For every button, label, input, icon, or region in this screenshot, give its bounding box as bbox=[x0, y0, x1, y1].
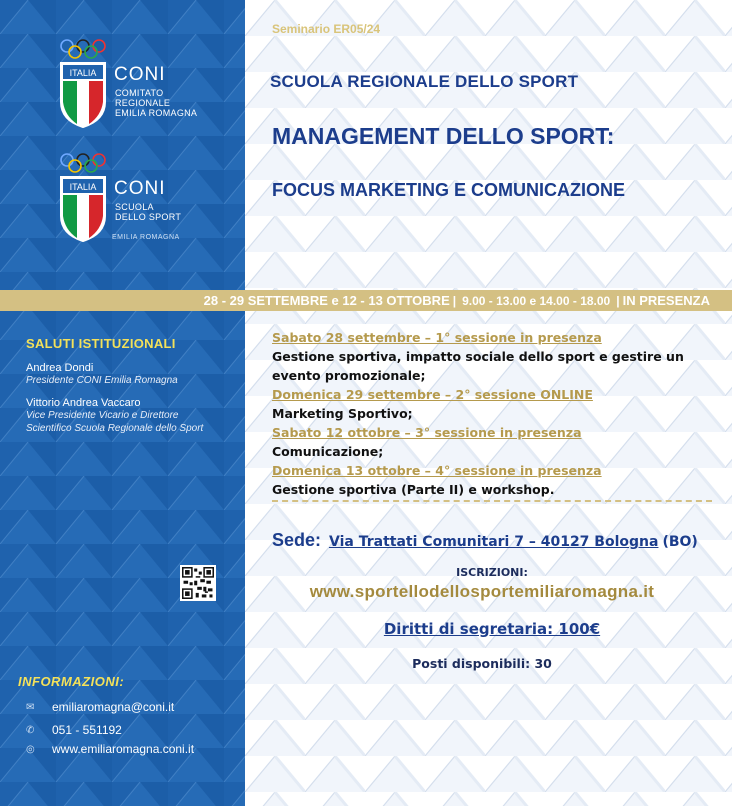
band-separator: | bbox=[616, 293, 620, 308]
session-heading: Domenica 29 settembre – 2° sessione ONLINE bbox=[272, 387, 593, 402]
session-topic: Gestione sportiva, impatto sociale dello sport e gestire un evento promozionale; bbox=[272, 349, 684, 383]
saluti-title: SALUTI ISTITUZIONALI bbox=[26, 336, 176, 351]
logo-name: CONI bbox=[114, 64, 166, 85]
info-email[interactable] bbox=[26, 700, 174, 714]
fee-text: Diritti di segretaria: 100€ bbox=[383, 620, 601, 638]
dates-band bbox=[0, 290, 732, 311]
left-panel bbox=[0, 0, 245, 806]
italia-shield-icon bbox=[60, 176, 106, 242]
registration-label: ISCRIZIONI: bbox=[456, 566, 528, 579]
venue-address-link[interactable]: Via Trattati Comunitari 7 – 40127 Bologna bbox=[329, 534, 659, 550]
person-role: Presidente CONI Emilia Romagna bbox=[26, 375, 178, 386]
coni-regional-logo bbox=[58, 38, 228, 128]
informazioni-title: INFORMAZIONI: bbox=[18, 674, 125, 689]
globe-icon: ◎ bbox=[26, 743, 35, 755]
venue-label: Sede: bbox=[272, 530, 322, 550]
page-title: MANAGEMENT DELLO SPORT: bbox=[272, 123, 615, 149]
olympic-rings-icon bbox=[58, 152, 108, 174]
seats-available: Posti disponibili: 30 bbox=[412, 656, 552, 671]
person-role: Vice Presidente Vicario e Direttore bbox=[26, 410, 179, 421]
person-name: Andrea Dondi bbox=[26, 362, 94, 374]
session-heading: Sabato 12 ottobre – 3° sessione in presenza bbox=[272, 425, 582, 440]
band-separator: | bbox=[452, 293, 457, 308]
phone-icon: ✆ bbox=[26, 724, 35, 736]
registration-site-link[interactable]: www.sportellodellosportemiliaromagna.it bbox=[309, 582, 655, 601]
info-phone[interactable] bbox=[26, 723, 122, 737]
person-role: Scientifico Scuola Regionale dello Sport bbox=[26, 423, 204, 434]
svg-text:ITALIA: ITALIA bbox=[69, 68, 97, 78]
session-topic: Gestione sportiva (Parte II) e workshop. bbox=[272, 482, 555, 497]
dates-text: 28 - 29 SETTEMBRE e 12 - 13 OTTOBRE bbox=[203, 293, 450, 308]
person-vaccaro bbox=[26, 397, 203, 435]
hours-text: 9.00 - 13.00 e 14.00 - 18.00 bbox=[462, 293, 611, 308]
session-heading: Domenica 13 ottobre – 4° sessione in presenza bbox=[272, 463, 602, 478]
venue-province: (BO) bbox=[662, 534, 698, 550]
seminar-code: Seminario ER05/24 bbox=[272, 22, 381, 36]
session-topic: Comunicazione; bbox=[272, 444, 384, 459]
info-web[interactable] bbox=[26, 742, 194, 756]
venue bbox=[272, 530, 698, 551]
web-link[interactable]: www.emiliaromagna.coni.it bbox=[52, 742, 195, 756]
italia-shield-icon bbox=[60, 62, 106, 128]
coni-school-logo bbox=[58, 152, 228, 242]
logo-name: CONI bbox=[114, 178, 166, 199]
session-topic: Marketing Sportivo; bbox=[272, 406, 413, 421]
email-link[interactable]: emiliaromagna@coni.it bbox=[52, 700, 175, 714]
qr-code-icon[interactable] bbox=[180, 565, 216, 601]
mode-text: IN PRESENZA bbox=[622, 293, 710, 308]
mail-icon: ✉ bbox=[26, 701, 35, 713]
dashed-divider bbox=[272, 500, 712, 502]
person-dondi bbox=[26, 362, 178, 387]
sessions-list bbox=[272, 328, 712, 499]
olympic-rings-icon bbox=[58, 38, 108, 60]
page-subtitle: FOCUS MARKETING E COMUNICAZIONE bbox=[272, 180, 625, 200]
session-heading: Sabato 28 settembre – 1° sessione in presenza bbox=[272, 330, 602, 345]
logo-subtitle: SCUOLA DELLO SPORT bbox=[115, 202, 182, 222]
logo-footer: EMILIA ROMAGNA bbox=[112, 234, 180, 241]
svg-text:ITALIA: ITALIA bbox=[69, 182, 97, 192]
school-heading: SCUOLA REGIONALE DELLO SPORT bbox=[270, 72, 579, 91]
person-name: Vittorio Andrea Vaccaro bbox=[26, 397, 141, 409]
logo-subtitle: COMITATO REGIONALE EMILIA ROMAGNA bbox=[115, 88, 198, 118]
phone-number[interactable]: 051 - 551192 bbox=[52, 723, 122, 737]
